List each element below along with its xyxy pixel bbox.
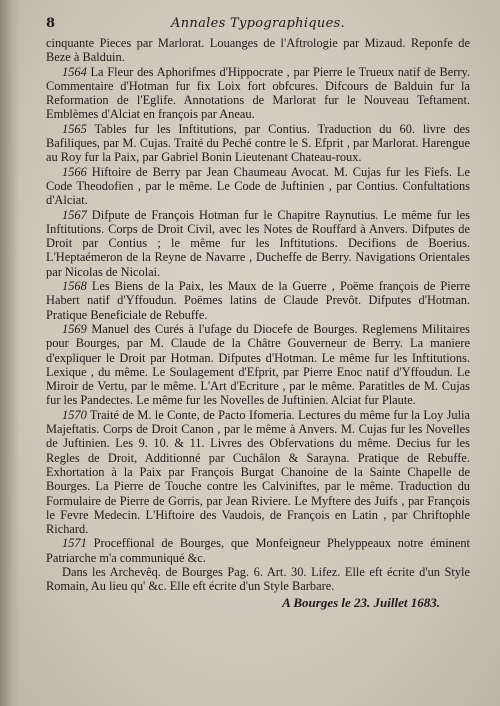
dateline-signature: A Bourges le 23. Juillet 1683. <box>282 594 440 610</box>
entry-text: Traité de M. le Conte, de Pacto Ifomeria. Lectures du même fur la Loy Julia Majeftatis. Corps de Droit Canon , par le même à Anvers. M. Cujas fur les Novelles de Juftinien. Les 9. 10. & 11. Livres des Obfervations du même. Decius fur les Regles de Droit, Additionné par Cuchâlon & Sarayna. Pratique de Rebuffe. Exhortation à la Paix par François Burgat Chanoine de la Sainte Chapelle de Bourges. La Pierre de Touche contre les Calviniftes, par le même. Traduction du Formulaire de Pierre de Gorris, par Jean Riviere. Le Myftere des Juifs , par François le Fevre Medecin. L'Hiftoire des Vaudois, de François en Latin , par Chriftophle Richard. <box>46 407 470 537</box>
running-head: Annales Typographiques. <box>171 16 345 31</box>
entry-text: Les Biens de la Paix, les Maux de la Guerre , Poëme françois de Pierre Habert natif d'Yffoudun. Poëmes latins de Claude Prevôt. Difputes d'Hotman. Pratique Beneficiale de Rebuffe. <box>46 279 470 322</box>
entry-text: Manuel des Curés à l'ufage du Diocefe de Bourges. Reglemens Militaires pour Bourges, par M. Claude de la Châtre Gouverneur de Berry. La maniere d'expliquer le Droit par Hotman. Difputes d'Hotman. Le même fur les Inftitutions. Lexique , du même. Le Soulagement d'Efprit, par Pierre Enoc natif d'Yffoudun. Le Miroir de Vertu, par le même. L'Art d'Ecriture , par le même. Paratitles de M. Cujas fur les Pandectes. Le même fur les Novelles de Juftinien. Alciat fur Plaute. <box>46 321 470 408</box>
entry-year: 1569 <box>62 321 87 336</box>
entry-1568 <box>46 279 470 322</box>
entry-1566 <box>46 165 470 208</box>
page-header <box>46 16 470 34</box>
entry-1564 <box>46 65 470 122</box>
page-number: 8 <box>46 16 56 31</box>
entry-text: Dans les Archevêq. de Bourges Pag. 6. Art. 30. Lifez. Elle eft écrite d'un Style Romain, Au lieu qu' &c. Elle eft écrite d'un Style Barbare. <box>46 564 470 594</box>
entry-year: 1568 <box>62 279 87 294</box>
entry-year: 1564 <box>62 64 87 79</box>
entry-text: La Fleur des Aphorifmes d'Hippocrate , par Pierre le Trueux natif de Berry. Commentaire d'Hotman fur fix Loix fort obfcures. Difcours de Balduin fur la Reformation de l'Eglife. Annotations de Marlorat fur le Nouveau Teftament. Emblèmes d'Alciat en françois par Aneau. <box>46 64 470 122</box>
entry-year: 1571 <box>62 536 87 551</box>
entry-year: 1570 <box>62 407 87 422</box>
entry-1571 <box>46 536 470 565</box>
entry-1565 <box>46 122 470 165</box>
entry-text: Proceffional de Bourges, que Monfeigneur Phelyppeaux notre éminent Patriarche m'a communiqué &c. <box>46 536 470 565</box>
book-gutter <box>0 0 20 706</box>
entry-text: Tables fur les Inftitutions, par Contius. Traduction du 60. livre des Bafiliques, par M. Cujas. Traité du Peché contre le S. Efprit , par Marlorat. Harengue au Roy fur la Paix, par Gabriel Bonin Lieutenant Chateau-roux. <box>46 121 471 165</box>
entry-1570 <box>46 408 470 537</box>
entry-1567 <box>46 208 470 279</box>
text-body <box>46 36 470 594</box>
entry-text: Difpute de François Hotman fur le Chapitre Raynutius. Le même fur les Inftitutions. Corps de Droit Civil, avec les Notes de Rouffard à Anvers. Difputes de Droit par Contius ; le même fur les Inftitutions. Decifions de Boerius. L'Heptaémeron de la Reyne de Navarre , Ducheffe de Berry. Navigations Orientales par Nicolas de Nicolai. <box>46 207 470 279</box>
entry-text: cinquante Pieces par Marlorat. Louanges de l'Aftrologie par Mizaud. Reponfe de Beze à Balduin. <box>46 36 470 65</box>
entry-year: 1566 <box>62 164 87 179</box>
entry-continuation <box>46 36 470 65</box>
erratum-note <box>46 565 470 594</box>
entry-text: Hiftoire de Berry par Jean Chaumeau Avocat. M. Cujas fur les Fiefs. Le Code Theodofien , par le même. Le Code de Juftinien , par Contius. Confultations d'Alciat. <box>46 164 470 208</box>
entry-1569 <box>46 322 470 408</box>
entry-year: 1567 <box>62 207 87 222</box>
entry-year: 1565 <box>62 121 87 136</box>
